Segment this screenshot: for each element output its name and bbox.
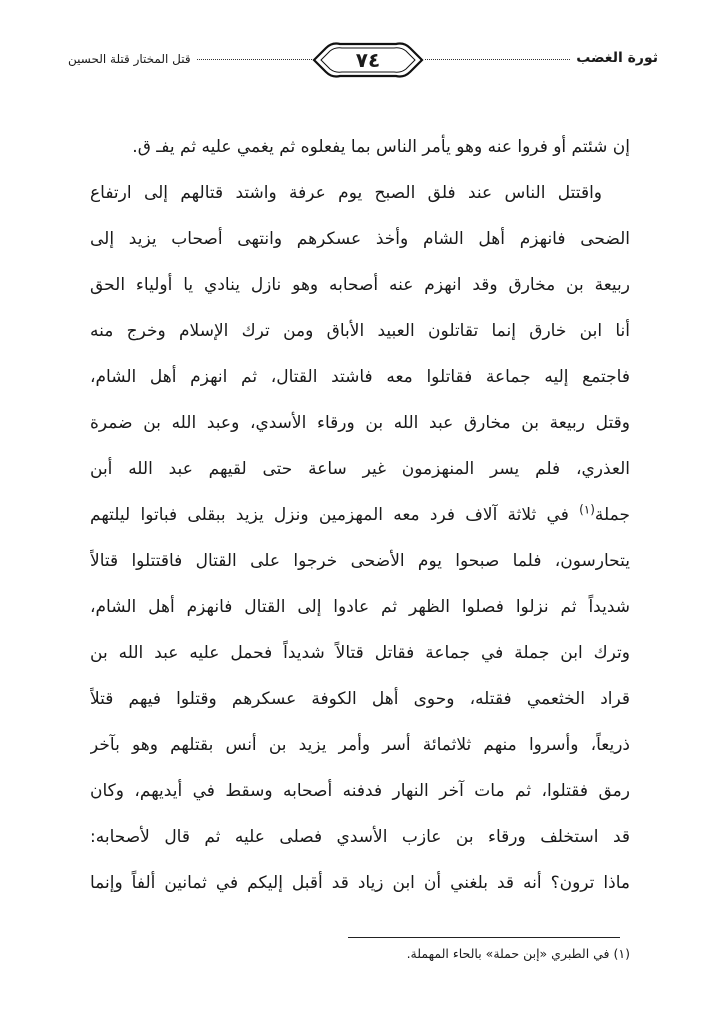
footnote: (١) في الطبري «إبن حملة» بالحاء المهملة. xyxy=(406,946,630,961)
book-title: ثورة الغضب xyxy=(570,46,658,70)
running-header xyxy=(68,40,658,80)
text-line: أنا ابن خارق إنما تقاتلون العبيد الأباق ومن ترك الإسلام وخرج منه xyxy=(90,321,630,341)
text-line: رمق فقتلوا، ثم مات آخر النهار فدفنه أصحابه وسقط في أيديهم، وكان xyxy=(90,781,630,801)
text-line: وقتل ربيعة بن مخارق عبد الله بن ورقاء الأسدي، وعبد الله بن ضمرة xyxy=(90,413,630,433)
page-number: ٧٤ xyxy=(355,48,381,72)
chapter-title: قتل المختار قتلة الحسين xyxy=(68,48,197,70)
text-line-with-note xyxy=(90,492,630,538)
text-line: فاجتمع إليه جماعة فقاتلوا معه فاشتد القتال، ثم انهزم أهل الشام، xyxy=(90,367,630,387)
body-text xyxy=(90,124,630,906)
text-fragment: ثلاثة آلاف فرد معه المهزمين ونزل يزيد ببقلى فباتوا ليلتهم xyxy=(90,505,537,525)
text-line: واقتتل الناس عند فلق الصبح يوم عرفة واشتد قتالهم إلى ارتفاع xyxy=(90,183,602,203)
text-line: وترك ابن جملة في جماعة فقاتل قتالاً شديداً فحمل عليه عبد الله بن xyxy=(90,643,630,663)
text-line: قراد الخثعمي فقتله، وحوى أهل الكوفة عسكرهم وقتلوا فيهم قتلاً xyxy=(90,689,630,709)
text-line: ماذا ترون؟ أنه قد بلغني أن ابن زياد قد أقبل إليكم في ثمانين ألفاً وإنما xyxy=(90,873,630,893)
text-line: يتحارسون، فلما صبحوا يوم الأضحى خرجوا على القتال فاقتتلوا قتالاً xyxy=(90,551,630,571)
text-line: ربيعة بن مخارق وقد انهزم عنه أصحابه وهو نازل ينادي يا أولياء الحق xyxy=(90,275,630,295)
text-line: إن شئتم أو فروا عنه وهو يأمر الناس بما يفعلوه ثم يغمي عليه ثم يفـ ق. xyxy=(132,137,630,157)
text-line: الضحى فانهزم أهل الشام وأخذ عسكرهم وانتهى أصحاب يزيد إلى xyxy=(90,229,630,249)
text-fragment: في xyxy=(546,505,569,525)
text-line: قد استخلف ورقاء بن عازب الأسدي فصلى عليه ثم قال لأصحابه: xyxy=(90,827,630,847)
text-line: العذري، فلم يسر المنهزمون غير ساعة حتى لقيهم عبد الله أبن xyxy=(90,459,630,479)
footnote-rule xyxy=(348,937,620,938)
text-line: ذريعاً، وأسروا منهم ثلاثمائة أسر وأمر يزيد بن أنس بقتلهم وهو بآخر xyxy=(90,735,630,755)
text-line: شديداً ثم نزلوا فصلوا الظهر ثم عادوا إلى القتال فانهزم أهل الشام، xyxy=(90,597,630,617)
page-number-frame xyxy=(312,40,424,80)
footnote-reference: (١) xyxy=(579,502,595,517)
text-fragment: جملة xyxy=(594,505,630,525)
